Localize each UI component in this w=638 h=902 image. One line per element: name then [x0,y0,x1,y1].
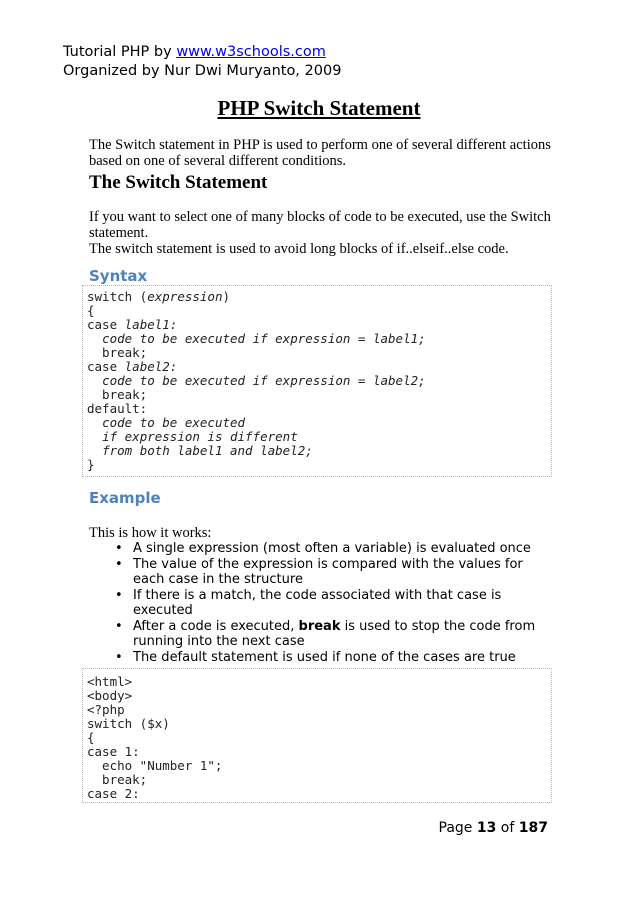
page-footer: Page 13 of 187 [438,820,548,836]
code-line: { [87,730,95,745]
intro-line: The Switch statement in PHP is used to perform one of several different actions [89,137,551,153]
list-item: • The value of the expression is compared with the values for each case in the structure [105,557,555,588]
code-line: <html> [87,674,133,689]
w3schools-link[interactable]: www.w3schools.com [176,44,326,60]
code-line: break; [87,345,148,360]
code-line: } [87,457,95,472]
code-line: case 1: [87,744,140,759]
intro-paragraph [89,137,551,169]
code-line: code to be executed if expression = label1; [102,331,426,346]
section-line: If you want to select one of many blocks of code to be executed, use the Switch [89,209,551,225]
header-line-2: Organized by Nur Dwi Muryanto, 2009 [63,63,342,79]
code-line: { [87,303,95,318]
list-item: • After a code is executed, break is used to stop the code from running into the next case [105,619,555,650]
code-line: switch (expression) [87,289,231,304]
intro-line: based on one of several different conditions. [89,153,347,169]
bullet-list [105,541,555,665]
code-line: break; [87,772,148,787]
code-line: case 2: [87,786,140,801]
list-item: • The default statement is used if none of the cases are true [105,650,555,666]
page-number: 13 [476,820,497,836]
example-code-block [82,668,552,803]
code-line: from both label1 and label2; [102,443,313,458]
syntax-code-block [82,285,552,477]
page-title: PHP Switch Statement [217,96,421,120]
header-line-1: Tutorial PHP by www.w3schools.com [63,44,326,60]
works-intro: This is how it works: [89,525,212,541]
section-paragraph [89,209,551,257]
syntax-heading: Syntax [89,267,148,285]
code-line: code to be executed if expression = label2; [102,373,426,388]
list-item: • A single expression (most often a variable) is evaluated once [105,541,555,557]
list-item: • If there is a match, the code associated with that case is executed [105,588,555,619]
code-line: <?php [87,702,125,717]
section-line: statement. [89,225,149,241]
page-total: 187 [518,820,548,836]
code-line: case label1: [87,317,178,332]
example-heading: Example [89,489,161,507]
code-line: if expression is different [102,429,298,444]
code-line: break; [87,387,148,402]
code-line: default: [87,401,148,416]
code-line: echo "Number 1"; [87,758,223,773]
code-line: switch ($x) [87,716,170,731]
section-line: The switch statement is used to avoid long blocks of if..elseif..else code. [89,241,509,257]
code-line: case label2: [87,359,178,374]
code-line: code to be executed [102,415,246,430]
code-line: <body> [87,688,133,703]
document-header [63,43,341,81]
section-heading: The Switch Statement [89,172,268,193]
